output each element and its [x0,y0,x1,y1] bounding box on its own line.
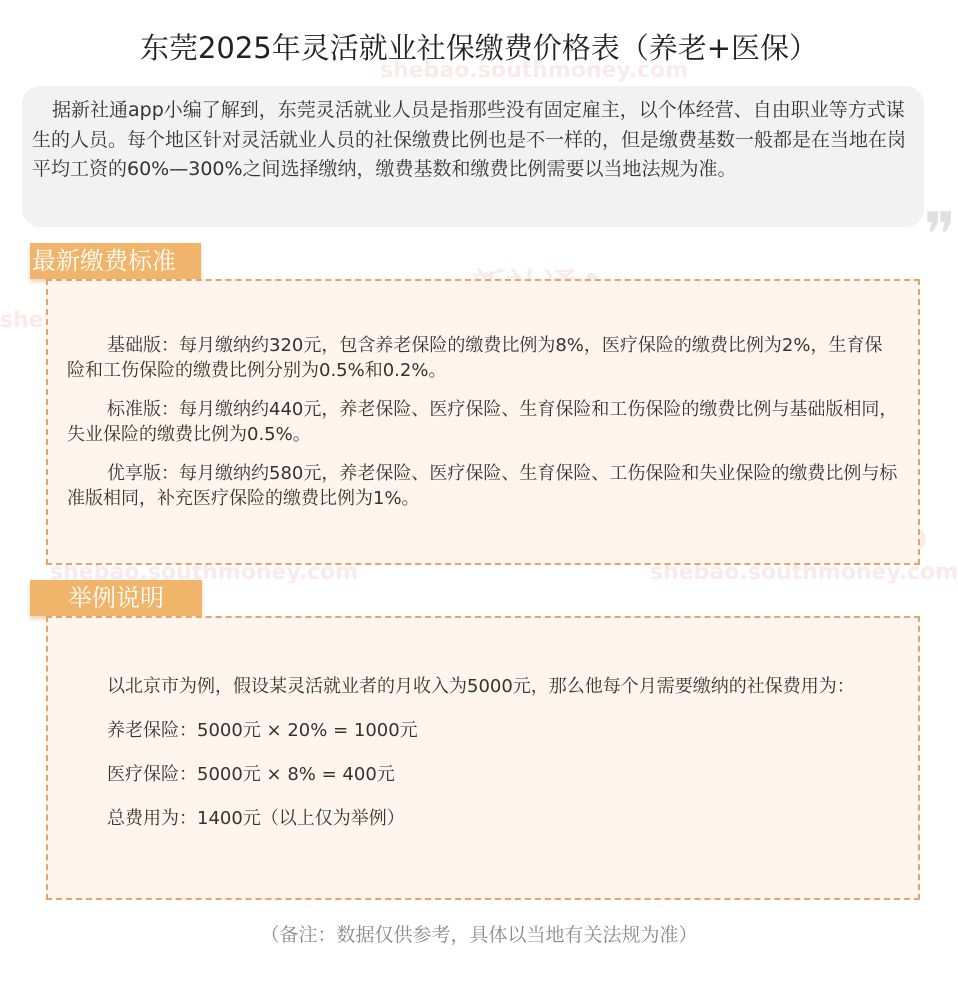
plan-premium-paragraph: 优享版：每月缴纳约580元，养老保险、医疗保险、生育保险、工伤保险和失业保险的缴费比例与标准版相同，补充医疗保险的缴费比例为1%。 [67,463,898,509]
watermark-site: shebao.southmoney.com [380,58,689,83]
example-intro-paragraph: 以北京市为例，假设某灵活就业者的月收入为5000元，那么他每个月需要缴纳的社保费用为： [107,676,855,697]
page-title: 东莞2025年灵活就业社保缴费价格表（养老+医保） [139,31,819,65]
example-medical-line: 医疗保险：5000元 × 8% = 400元 [107,764,395,785]
quote-mark-icon: ❞ [923,200,956,270]
watermark-site: shebao.southmoney.com [650,560,958,585]
plan-basic-paragraph: 基础版：每月缴纳约320元，包含养老保险的缴费比例为8%，医疗保险的缴费比例为2%，生育保险和工伤保险的缴费比例分别为0.5%和0.2%。 [67,335,883,381]
section-heading-example: 举例说明 [30,580,202,616]
example-total-line: 总费用为：1400元（以上仅为举例） [107,808,405,829]
footnote: （备注：数据仅供参考，具体以当地有关法规为准） [260,924,698,946]
example-section-box [46,616,920,900]
standard-section-box [46,279,920,565]
intro-box [22,86,924,227]
example-pension-line: 养老保险：5000元 × 20% = 1000元 [107,720,418,741]
plan-standard-paragraph: 标准版：每月缴纳约440元，养老保险、医疗保险、生育保险和工伤保险的缴费比例与基础版相同，失业保险的缴费比例为0.5%。 [67,399,898,445]
section-heading-standard: 最新缴费标准 [30,243,201,279]
intro-text: 据新社通app小编了解到，东莞灵活就业人员是指那些没有固定雇主，以个体经营、自由职业等方式谋生的人员。每个地区针对灵活就业人员的社保缴费比例也是不一样的，但是缴费基数一般都是在当地在岗平均工资的60%—300%之间选择缴纳，缴费基数和缴费比例需要以当地法规为准。 [32,99,907,180]
watermark-site: shebao.southmoney.com [50,560,359,585]
